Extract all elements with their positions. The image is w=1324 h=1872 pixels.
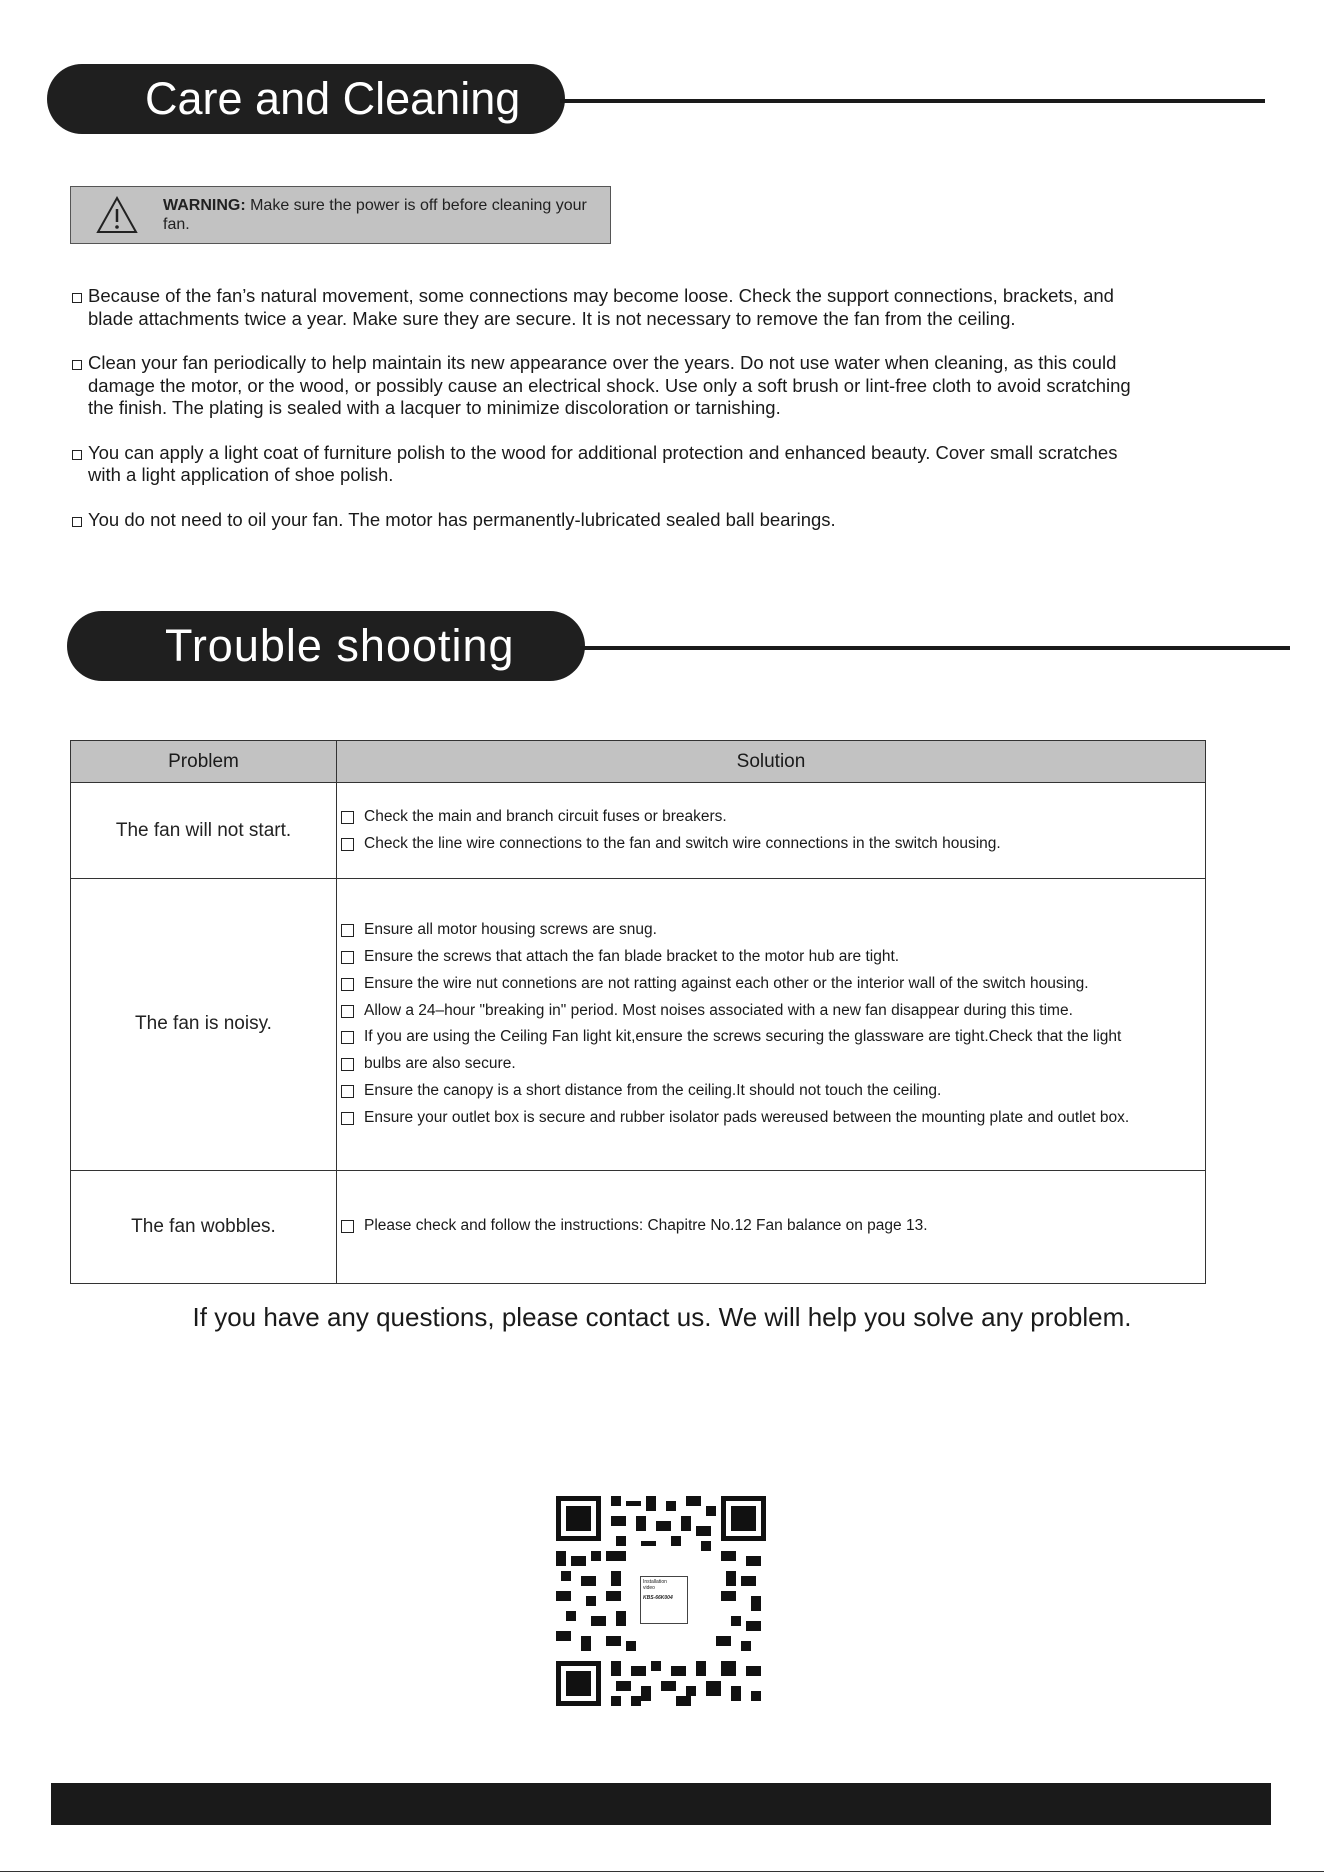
solution-item	[364, 917, 1205, 944]
problem-column-header: Problem	[71, 741, 337, 783]
warning-box	[70, 186, 611, 244]
table-header-row	[71, 741, 1206, 783]
solution-text: Ensure the screws that attach the fan blade bracket to the motor hub are tight.	[364, 948, 900, 966]
qr-center-label	[640, 1576, 688, 1624]
table-row	[71, 1170, 1206, 1283]
solution-text: Ensure your outlet box is secure and rubber isolator pads wereused between the mounting plate and outlet box.	[364, 1108, 1130, 1126]
solution-item	[364, 1024, 1205, 1051]
warning-icon	[95, 195, 139, 235]
bullet-box-icon	[72, 360, 82, 370]
care-title: Care and Cleaning	[47, 64, 565, 134]
solution-item	[364, 971, 1205, 998]
table-row	[71, 879, 1206, 1170]
solution-item	[364, 1213, 1205, 1240]
contact-message: If you have any questions, please contact us. We will help you solve any problem.	[192, 1302, 1132, 1332]
solution-cell	[337, 879, 1206, 1170]
solution-text: If you are using the Ceiling Fan light kit,ensure the screws securing the glassware are tight.Check that the light	[364, 1028, 1122, 1046]
solution-item	[364, 944, 1205, 971]
problem-cell: The fan is noisy.	[71, 879, 337, 1170]
qr-code	[556, 1496, 766, 1706]
solution-cell	[337, 1170, 1206, 1283]
solution-text: Check the line wire connections to the fan and switch wire connections in the switch housing.	[364, 834, 1001, 852]
bullet-box-icon	[72, 450, 82, 460]
checkbox-icon	[341, 838, 354, 851]
troubleshooting-table	[70, 740, 1206, 1284]
care-header-rule	[560, 99, 1265, 103]
trouble-header-rule	[580, 646, 1290, 650]
solution-column-header: Solution	[337, 741, 1206, 783]
care-bullet	[70, 352, 1150, 420]
warning-label: WARNING:	[163, 197, 246, 214]
solution-text: bulbs are also secure.	[364, 1055, 516, 1073]
checkbox-icon	[341, 924, 354, 937]
solution-item	[364, 1105, 1205, 1132]
bullet-box-icon	[72, 293, 82, 303]
care-bullet-text: Because of the fan’s natural movement, some connections may become loose. Check the support connections, brackets, and blade attachments twice a year. Make sure they are secure. It is not necessary to remove the fan from the ceiling.	[88, 285, 1114, 329]
solution-text: Ensure the wire nut connetions are not ratting against each other or the interior wall of the switch housing.	[364, 974, 1089, 992]
solution-item	[364, 1051, 1205, 1078]
bullet-box-icon	[72, 517, 82, 527]
solution-text: Check the main and branch circuit fuses or breakers.	[364, 807, 727, 825]
solution-item	[364, 804, 1205, 831]
checkbox-icon	[341, 1031, 354, 1044]
qr-label-code: KBS-66K004	[643, 1595, 673, 1601]
warning-message	[163, 196, 603, 234]
care-bullet-text: You can apply a light coat of furniture polish to the wood for additional protection and enhanced beauty. Cover small scratches with a light application of shoe polish.	[88, 441, 1118, 485]
checkbox-icon	[341, 811, 354, 824]
problem-cell: The fan will not start.	[71, 783, 337, 879]
table-row	[71, 783, 1206, 879]
problem-cell: The fan wobbles.	[71, 1170, 337, 1283]
care-section-header	[0, 64, 1324, 134]
trouble-section-header	[0, 611, 1324, 681]
qr-label-line2: video	[643, 1585, 655, 1591]
solution-text: Ensure the canopy is a short distance from the ceiling.It should not touch the ceiling.	[364, 1082, 942, 1100]
care-bullet	[70, 509, 1150, 532]
care-bullet-text: Clean your fan periodically to help maintain its new appearance over the years. Do not use water when cleaning, as this could damage the motor, or the wood, or possibly cause an electrical shock. Use only a soft brush or lint-free cloth to avoid scratching the finish. The plating is sealed with a lacquer to minimize discoloration or tarnishing.	[88, 352, 1131, 418]
checkbox-icon	[341, 1220, 354, 1233]
care-bullet-list	[70, 285, 1150, 553]
solution-item	[364, 998, 1205, 1025]
solution-text: Allow a 24–hour "breaking in" period. Most noises associated with a new fan disappear during this time.	[364, 1001, 1073, 1019]
solution-text: Ensure all motor housing screws are snug.	[364, 921, 657, 939]
care-bullet	[70, 442, 1150, 487]
care-bullet-text: You do not need to oil your fan. The motor has permanently-lubricated sealed ball bearings.	[88, 508, 836, 530]
solution-item	[364, 1078, 1205, 1105]
qr-label-line1: Installation	[643, 1579, 667, 1585]
checkbox-icon	[341, 951, 354, 964]
checkbox-icon	[341, 1112, 354, 1125]
care-bullet	[70, 285, 1150, 330]
solution-text: Please check and follow the instructions: Chapitre No.12 Fan balance on page 13.	[364, 1217, 928, 1235]
solution-cell	[337, 783, 1206, 879]
checkbox-icon	[341, 978, 354, 991]
trouble-title: Trouble shooting	[67, 611, 585, 681]
checkbox-icon	[341, 1058, 354, 1071]
solution-item	[364, 831, 1205, 858]
checkbox-icon	[341, 1005, 354, 1018]
checkbox-icon	[341, 1085, 354, 1098]
footer-bar	[51, 1783, 1271, 1825]
warning-text: Make sure the power is off before cleaning your fan.	[163, 197, 587, 233]
